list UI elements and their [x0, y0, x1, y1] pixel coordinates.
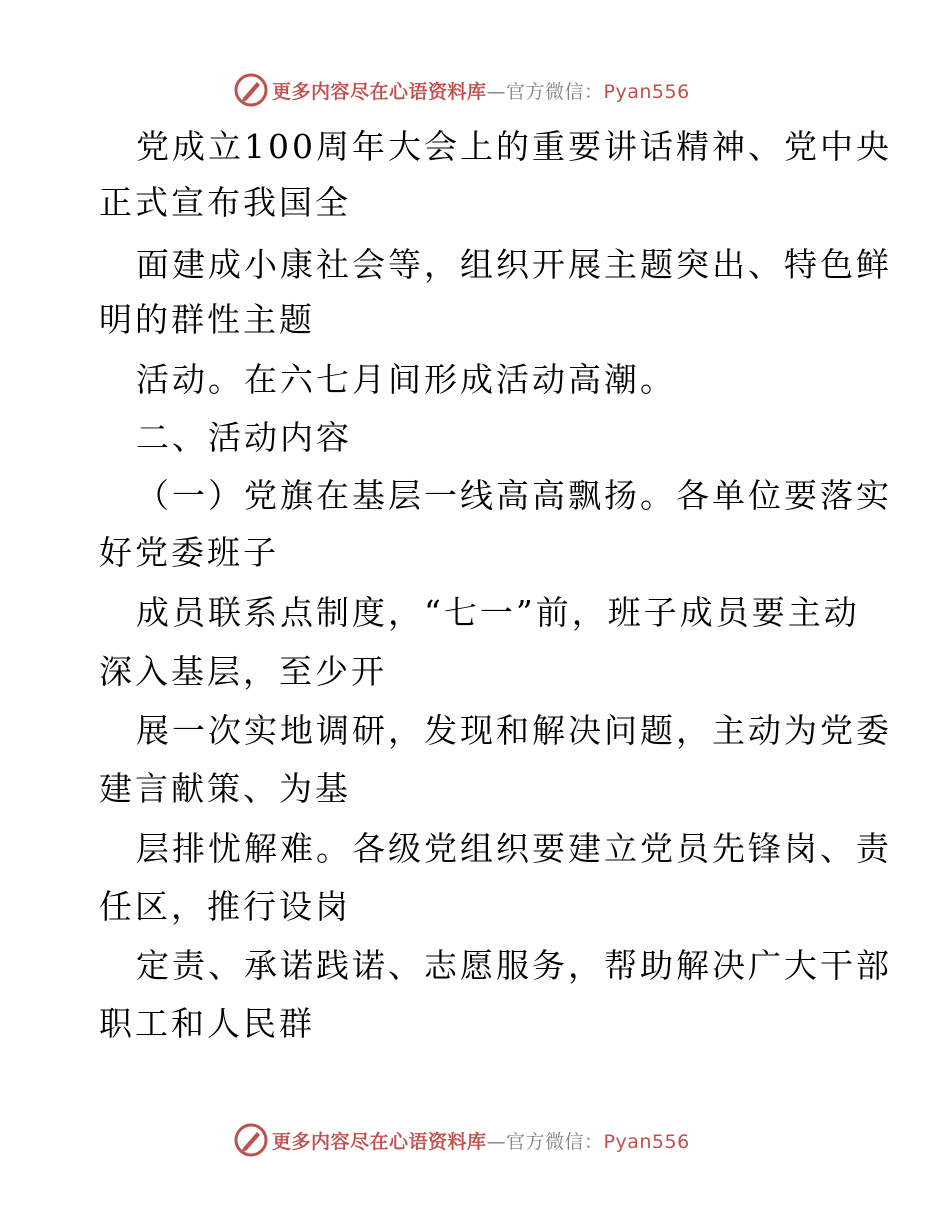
watermark-prefix: 更多内容尽在心语资料库	[272, 1130, 487, 1153]
watermark-prefix: 更多内容尽在心语资料库	[272, 80, 487, 103]
text-line: 职工和人民群	[99, 1004, 315, 1043]
text-line: 成员联系点制度，“七一”前，班子成员要主动	[136, 593, 860, 632]
text-line: 好党委班子	[99, 533, 279, 572]
text-line: 任区，推行设岗	[99, 887, 351, 926]
watermark-id: Pyan556	[603, 1130, 690, 1153]
section-heading: 二、活动内容	[136, 418, 352, 457]
watermark-middle: —官方微信：	[486, 1130, 604, 1153]
footer-watermark	[234, 1120, 690, 1160]
watermark-id: Pyan556	[603, 80, 690, 103]
text-line: 面建成小康社会等，组织开展主题突出、特色鲜	[136, 245, 892, 284]
text-line: 建言献策、为基	[99, 769, 351, 808]
text-line: 深入基层，至少开	[99, 652, 387, 691]
text-line: 明的群性主题	[99, 300, 315, 339]
text-line: （一）党旗在基层一线高高飘扬。各单位要落实	[136, 476, 892, 515]
watermark-middle: —官方微信：	[486, 80, 604, 103]
text-line: 活动。在六七月间形成活动高潮。	[136, 360, 676, 399]
text-line: 定责、承诺践诺、志愿服务，帮助解决广大干部	[136, 946, 892, 985]
text-line: 党成立100周年大会上的重要讲话精神、党中央	[136, 127, 892, 166]
text-line: 正式宣布我国全	[99, 183, 351, 222]
text-line: 层排忧解难。各级党组织要建立党员先锋岗、责	[136, 829, 892, 868]
text-line: 展一次实地调研，发现和解决问题，主动为党委	[136, 711, 892, 750]
pen-logo-icon	[234, 1123, 268, 1157]
